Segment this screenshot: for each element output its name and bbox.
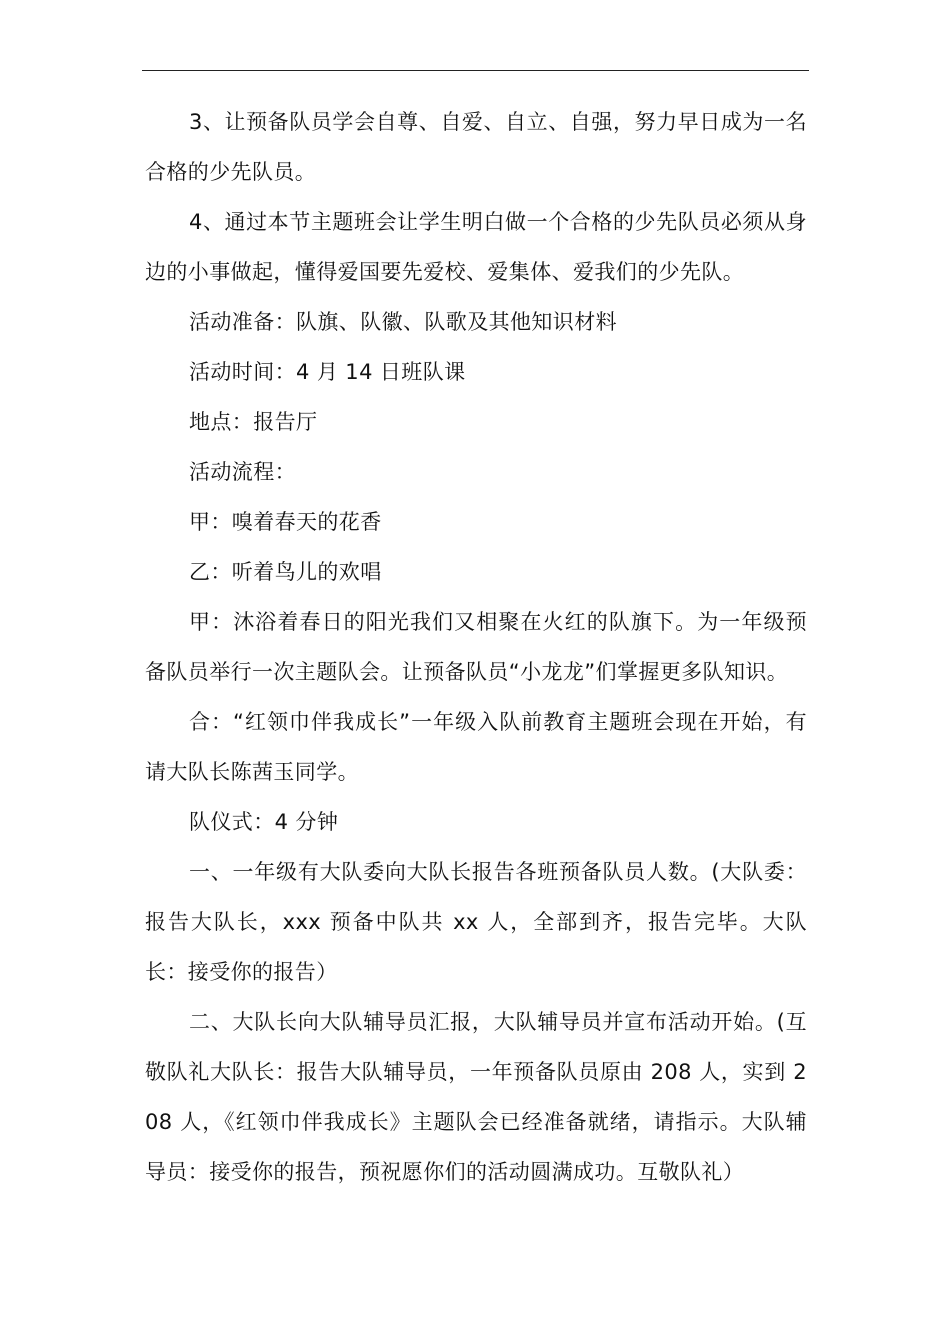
paragraph-line-a2: 甲：沐浴着春日的阳光我们又相聚在火红的队旗下。为一年级预备队员举行一次主题队会。让预备队员“小龙龙”们掌握更多队知识。: [145, 610, 807, 684]
paragraph-time: 活动时间：4 月 14 日班队课: [189, 360, 466, 384]
paragraph-process-heading: 活动流程：: [189, 460, 296, 484]
paragraph-goal-3: 3、让预备队员学会自尊、自爱、自立、自强，努力早日成为一名合格的少先队员。: [145, 110, 807, 184]
header-rule: [142, 70, 809, 71]
paragraph-line-together: 合：“红领巾伴我成长”一年级入队前教育主题班会现在开始，有请大队长陈茜玉同学。: [145, 710, 807, 784]
paragraph-goal-4: 4、通过本节主题班会让学生明白做一个合格的少先队员必须从身边的小事做起，懂得爱国要先爱校、爱集体、爱我们的少先队。: [145, 210, 807, 284]
paragraph-step-1: 一、一年级有大队委向大队长报告各班预备队员人数。(大队委：报告大队长，xxx 预备中队共 xx 人，全部到齐，报告完毕。大队长：接受你的报告）: [145, 860, 807, 984]
paragraph-line-a1: 甲：嗅着春天的花香: [189, 510, 382, 534]
paragraph-preparation: 活动准备：队旗、队徽、队歌及其他知识材料: [189, 310, 617, 334]
document-body: [145, 97, 807, 1197]
paragraph-line-b1: 乙：听着鸟儿的欢唱: [189, 560, 382, 584]
paragraph-ceremony: 队仪式：4 分钟: [189, 810, 339, 834]
paragraph-step-2: 二、大队长向大队辅导员汇报，大队辅导员并宣布活动开始。(互敬队礼大队长：报告大队辅导员，一年预备队员原由 208 人，实到 208 人，《红领巾伴我成长》主题队会已经准备就绪，请指示。大队辅导员：接受你的报告，预祝愿你们的活动圆满成功。互敬队礼）: [145, 1010, 807, 1184]
paragraph-location: 地点：报告厅: [189, 410, 318, 434]
